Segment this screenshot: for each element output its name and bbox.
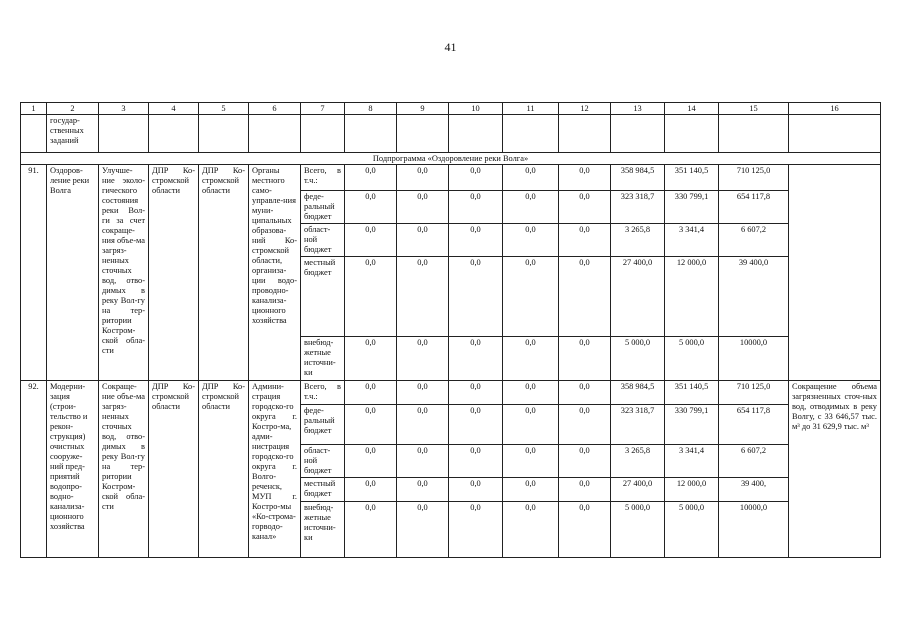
amount-cell: 39 400, bbox=[719, 478, 789, 502]
amount-cell: 330 799,1 bbox=[665, 405, 719, 445]
responsible-executor: ДПР Ко-стромской области bbox=[149, 165, 199, 381]
header-cell: 1 bbox=[21, 103, 47, 115]
amount-cell: 0,0 bbox=[397, 502, 449, 558]
amount-cell: 10000,0 bbox=[719, 502, 789, 558]
amount-cell: 0,0 bbox=[397, 405, 449, 445]
amount-cell: 0,0 bbox=[503, 191, 559, 224]
amount-cell: 27 400,0 bbox=[611, 478, 665, 502]
measure-goal: Улучше-ние эколо-гического состояния реки Вол-ги за счет сокраще-ния объе-ма загряз-ненных сточных вод, отво-димых в реку Вол-гу на тер-ритории Костром-ской обла-сти bbox=[99, 165, 149, 381]
amount-cell: 0,0 bbox=[449, 191, 503, 224]
amount-cell: 0,0 bbox=[397, 445, 449, 478]
header-cell: 15 bbox=[719, 103, 789, 115]
continuation-row bbox=[21, 115, 881, 153]
header-cell: 7 bbox=[301, 103, 345, 115]
header-cell: 5 bbox=[199, 103, 249, 115]
amount-cell: 6 607,2 bbox=[719, 445, 789, 478]
amount-cell: 0,0 bbox=[449, 257, 503, 337]
amount-cell: 5 000,0 bbox=[665, 502, 719, 558]
amount-cell: 0,0 bbox=[397, 191, 449, 224]
table-row bbox=[21, 165, 881, 191]
amount-cell: 0,0 bbox=[345, 478, 397, 502]
amount-cell: 0,0 bbox=[345, 445, 397, 478]
header-cell: 2 bbox=[47, 103, 99, 115]
program-table bbox=[20, 102, 881, 558]
header-cell: 4 bbox=[149, 103, 199, 115]
subprogram-title: Подпрограмма «Оздоровление реки Волга» bbox=[21, 153, 881, 165]
amount-cell: 0,0 bbox=[559, 478, 611, 502]
amount-cell: 654 117,8 bbox=[719, 191, 789, 224]
amount-cell: 0,0 bbox=[397, 224, 449, 257]
amount-cell: 0,0 bbox=[503, 502, 559, 558]
amount-cell: 0,0 bbox=[559, 445, 611, 478]
funding-source: внебюд-жетные источни-ки bbox=[301, 337, 345, 381]
amount-cell: 0,0 bbox=[345, 337, 397, 381]
amount-cell: 0,0 bbox=[503, 445, 559, 478]
amount-cell: 0,0 bbox=[559, 257, 611, 337]
amount-cell: 0,0 bbox=[449, 405, 503, 445]
amount-cell: 0,0 bbox=[449, 478, 503, 502]
page-number: 41 bbox=[444, 40, 457, 54]
table-row bbox=[21, 381, 881, 405]
amount-cell: 0,0 bbox=[449, 337, 503, 381]
amount-cell: 0,0 bbox=[559, 337, 611, 381]
measure-name: Оздоров-ление реки Волга bbox=[47, 165, 99, 381]
amount-cell: 6 607,2 bbox=[719, 224, 789, 257]
continuation-text: государ-ственных заданий bbox=[47, 115, 99, 153]
coexecutor: ДПР Ко-стромской области bbox=[199, 381, 249, 558]
header-cell: 8 bbox=[345, 103, 397, 115]
row-number: 91. bbox=[21, 165, 47, 381]
amount-cell: 0,0 bbox=[397, 337, 449, 381]
header-cell: 11 bbox=[503, 103, 559, 115]
amount-cell: 0,0 bbox=[449, 445, 503, 478]
amount-cell: 3 341,4 bbox=[665, 445, 719, 478]
amount-cell: 12 000,0 bbox=[665, 257, 719, 337]
amount-cell: 0,0 bbox=[345, 502, 397, 558]
amount-cell: 351 140,5 bbox=[665, 165, 719, 191]
amount-cell: 3 265,8 bbox=[611, 445, 665, 478]
responsible-executor: ДПР Ко-стромской области bbox=[149, 381, 199, 558]
amount-cell: 0,0 bbox=[449, 502, 503, 558]
amount-cell: 0,0 bbox=[345, 165, 397, 191]
amount-cell: 0,0 bbox=[449, 165, 503, 191]
amount-cell: 0,0 bbox=[397, 381, 449, 405]
executor-list: Админи-страция городско-го округа г. Костро-ма, адми-нистрация городско-го округа г. Волго-реченск, МУП г. Костро-мы «Ко-строма-горводо-канал» bbox=[249, 381, 301, 558]
row-number: 92. bbox=[21, 381, 47, 558]
executor-list: Органы местного само-управле-ния муни-ципальных образова-ний Ко-стромской области, организа-ции водо-проводно-канализа-ционного хозяйства bbox=[249, 165, 301, 381]
measure-name: Модерни-зация (строи-тельство и рекон-струкция) очистных сооруже-ний пред-приятий водопро-водно-канализа-ционного хозяйства bbox=[47, 381, 99, 558]
amount-cell: 0,0 bbox=[559, 224, 611, 257]
amount-cell: 12 000,0 bbox=[665, 478, 719, 502]
funding-source: Всего, в т.ч.: bbox=[301, 165, 345, 191]
amount-cell: 0,0 bbox=[345, 257, 397, 337]
amount-cell: 0,0 bbox=[503, 337, 559, 381]
amount-cell: 0,0 bbox=[559, 381, 611, 405]
header-cell: 9 bbox=[397, 103, 449, 115]
amount-cell: 0,0 bbox=[345, 381, 397, 405]
amount-cell: 358 984,5 bbox=[611, 381, 665, 405]
coexecutor: ДПР Ко-стромской области bbox=[199, 165, 249, 381]
amount-cell: 351 140,5 bbox=[665, 381, 719, 405]
amount-cell: 710 125,0 bbox=[719, 165, 789, 191]
funding-source: местный бюджет bbox=[301, 257, 345, 337]
amount-cell: 654 117,8 bbox=[719, 405, 789, 445]
amount-cell: 0,0 bbox=[559, 191, 611, 224]
funding-source: внебюд-жетные источни-ки bbox=[301, 502, 345, 558]
amount-cell: 330 799,1 bbox=[665, 191, 719, 224]
amount-cell: 0,0 bbox=[503, 405, 559, 445]
amount-cell: 0,0 bbox=[503, 478, 559, 502]
amount-cell: 0,0 bbox=[345, 191, 397, 224]
amount-cell: 27 400,0 bbox=[611, 257, 665, 337]
subprogram-row bbox=[21, 153, 881, 165]
amount-cell: 3 341,4 bbox=[665, 224, 719, 257]
amount-cell: 0,0 bbox=[397, 165, 449, 191]
header-cell: 10 bbox=[449, 103, 503, 115]
funding-source: Всего, в т.ч.: bbox=[301, 381, 345, 405]
amount-cell: 5 000,0 bbox=[611, 502, 665, 558]
funding-source: феде-ральный бюджет bbox=[301, 405, 345, 445]
expected-result: Сокращение объема загрязненных сточ-ных вод, отводимых в реку Волгу, с 33 646,57 тыс. м³ до 31 629,9 тыс. м³ bbox=[789, 381, 881, 558]
amount-cell: 358 984,5 bbox=[611, 165, 665, 191]
funding-source: местный бюджет bbox=[301, 478, 345, 502]
header-cell: 12 bbox=[559, 103, 611, 115]
amount-cell: 0,0 bbox=[503, 224, 559, 257]
funding-source: област-ной бюджет bbox=[301, 224, 345, 257]
amount-cell: 0,0 bbox=[559, 405, 611, 445]
amount-cell: 0,0 bbox=[397, 257, 449, 337]
header-row bbox=[21, 103, 881, 115]
header-cell: 16 bbox=[789, 103, 881, 115]
amount-cell: 323 318,7 bbox=[611, 191, 665, 224]
amount-cell: 0,0 bbox=[449, 381, 503, 405]
funding-source: област-ной бюджет bbox=[301, 445, 345, 478]
amount-cell: 0,0 bbox=[345, 224, 397, 257]
header-cell: 6 bbox=[249, 103, 301, 115]
amount-cell: 5 000,0 bbox=[665, 337, 719, 381]
amount-cell: 0,0 bbox=[559, 165, 611, 191]
amount-cell: 0,0 bbox=[559, 502, 611, 558]
expected-result bbox=[789, 165, 881, 381]
amount-cell: 0,0 bbox=[503, 257, 559, 337]
amount-cell: 5 000,0 bbox=[611, 337, 665, 381]
amount-cell: 0,0 bbox=[449, 224, 503, 257]
measure-goal: Сокраще-ние объе-ма загряз-ненных сточных вод, отво-димых в реку Вол-гу на тер-ритории Костром-ской обла-сти bbox=[99, 381, 149, 558]
amount-cell: 0,0 bbox=[397, 478, 449, 502]
amount-cell: 0,0 bbox=[503, 381, 559, 405]
amount-cell: 0,0 bbox=[345, 405, 397, 445]
header-cell: 13 bbox=[611, 103, 665, 115]
amount-cell: 0,0 bbox=[503, 165, 559, 191]
amount-cell: 323 318,7 bbox=[611, 405, 665, 445]
amount-cell: 3 265,8 bbox=[611, 224, 665, 257]
amount-cell: 39 400,0 bbox=[719, 257, 789, 337]
amount-cell: 710 125,0 bbox=[719, 381, 789, 405]
funding-source: феде-ральный бюджет bbox=[301, 191, 345, 224]
amount-cell: 10000,0 bbox=[719, 337, 789, 381]
header-cell: 14 bbox=[665, 103, 719, 115]
header-cell: 3 bbox=[99, 103, 149, 115]
